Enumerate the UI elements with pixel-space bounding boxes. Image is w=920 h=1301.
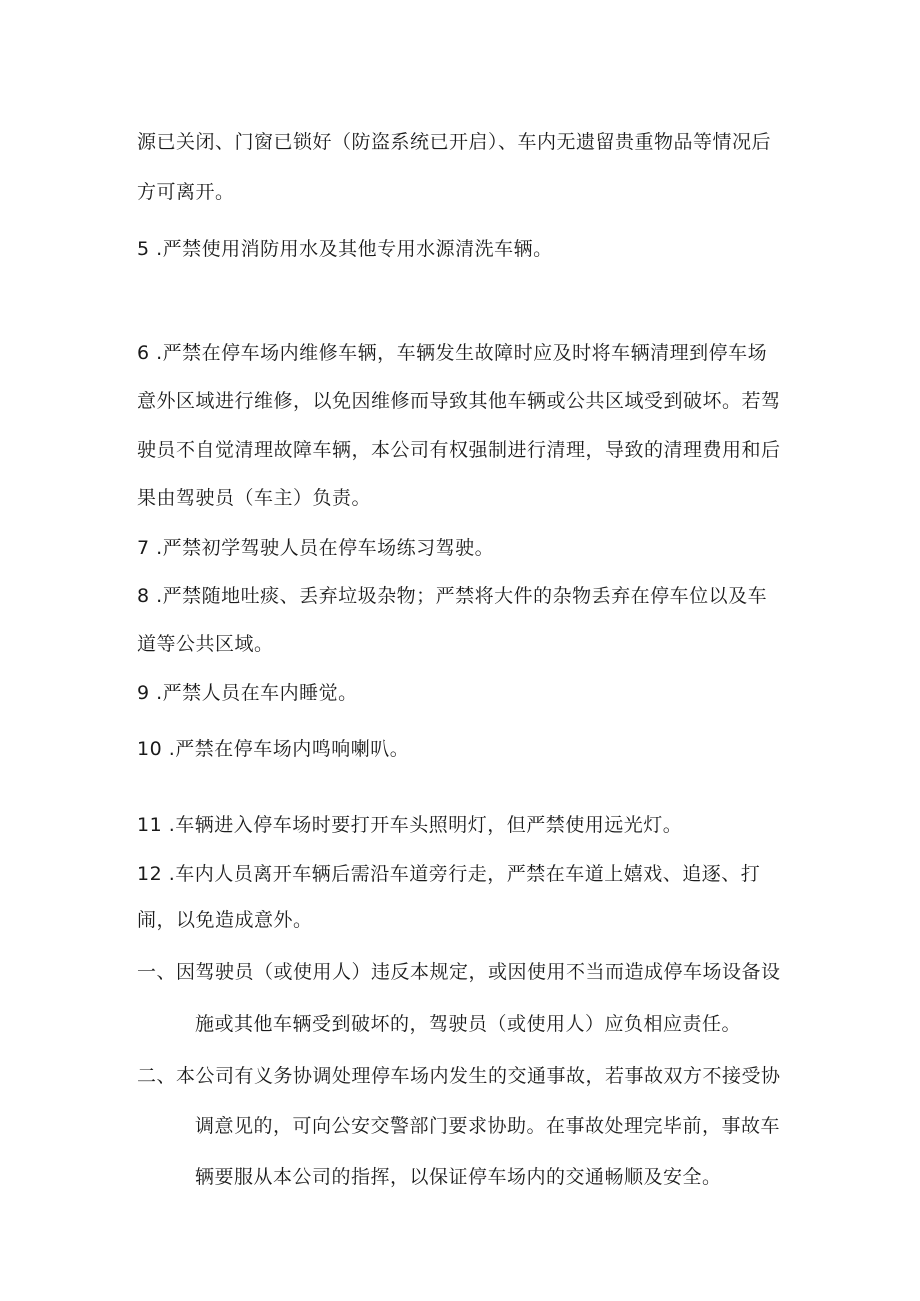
text-line: 驶员不自觉清理故障车辆，本公司有权强制进行清理，导致的清理费用和后 bbox=[137, 439, 781, 461]
text-line: 意外区域进行维修，以免因维修而导致其他车辆或公共区域受到破坏。若驾 bbox=[137, 390, 781, 412]
text-line: 8 .严禁随地吐痰、丢弃垃圾杂物；严禁将大件的杂物丢弃在停车位以及车 bbox=[137, 585, 768, 607]
text-line: 调意见的，可向公安交警部门要求协助。在事故处理完毕前，事故车 bbox=[195, 1115, 781, 1137]
text-line: 二、本公司有义务协调处理停车场内发生的交通事故，若事故双方不接受协 bbox=[137, 1065, 781, 1087]
text-line: 辆要服从本公司的指挥，以保证停车场内的交通畅顺及安全。 bbox=[195, 1166, 722, 1188]
text-line: 5 .严禁使用消防用水及其他专用水源清洗车辆。 bbox=[137, 238, 553, 260]
text-line: 方可离开。 bbox=[137, 181, 235, 203]
text-line: 10 .严禁在停车场内鸣响喇叭。 bbox=[137, 738, 410, 760]
text-line: 一、因驾驶员（或使用人）违反本规定，或因使用不当而造成停车场设备设 bbox=[137, 961, 781, 983]
text-line: 道等公共区域。 bbox=[137, 633, 274, 655]
text-line: 7 .严禁初学驾驶人员在停车场练习驾驶。 bbox=[137, 537, 495, 559]
text-line: 11 .车辆进入停车场时要打开车头照明灯，但严禁使用远光灯。 bbox=[137, 814, 683, 836]
text-line: 施或其他车辆受到破坏的，驾驶员（或使用人）应负相应责任。 bbox=[195, 1013, 742, 1035]
text-line: 6 .严禁在停车场内维修车辆，车辆发生故障时应及时将车辆清理到停车场 bbox=[137, 342, 768, 364]
text-line: 9 .严禁人员在车内睡觉。 bbox=[137, 682, 358, 704]
text-line: 果由驾驶员（车主）负责。 bbox=[137, 487, 372, 509]
text-line: 源已关闭、门窗已锁好（防盗系统已开启）、车内无遗留贵重物品等情况后 bbox=[137, 131, 772, 153]
text-line: 闹，以免造成意外。 bbox=[137, 909, 313, 931]
text-line: 12 .车内人员离开车辆后需沿车道旁行走，严禁在车道上嬉戏、追逐、打 bbox=[137, 863, 761, 885]
